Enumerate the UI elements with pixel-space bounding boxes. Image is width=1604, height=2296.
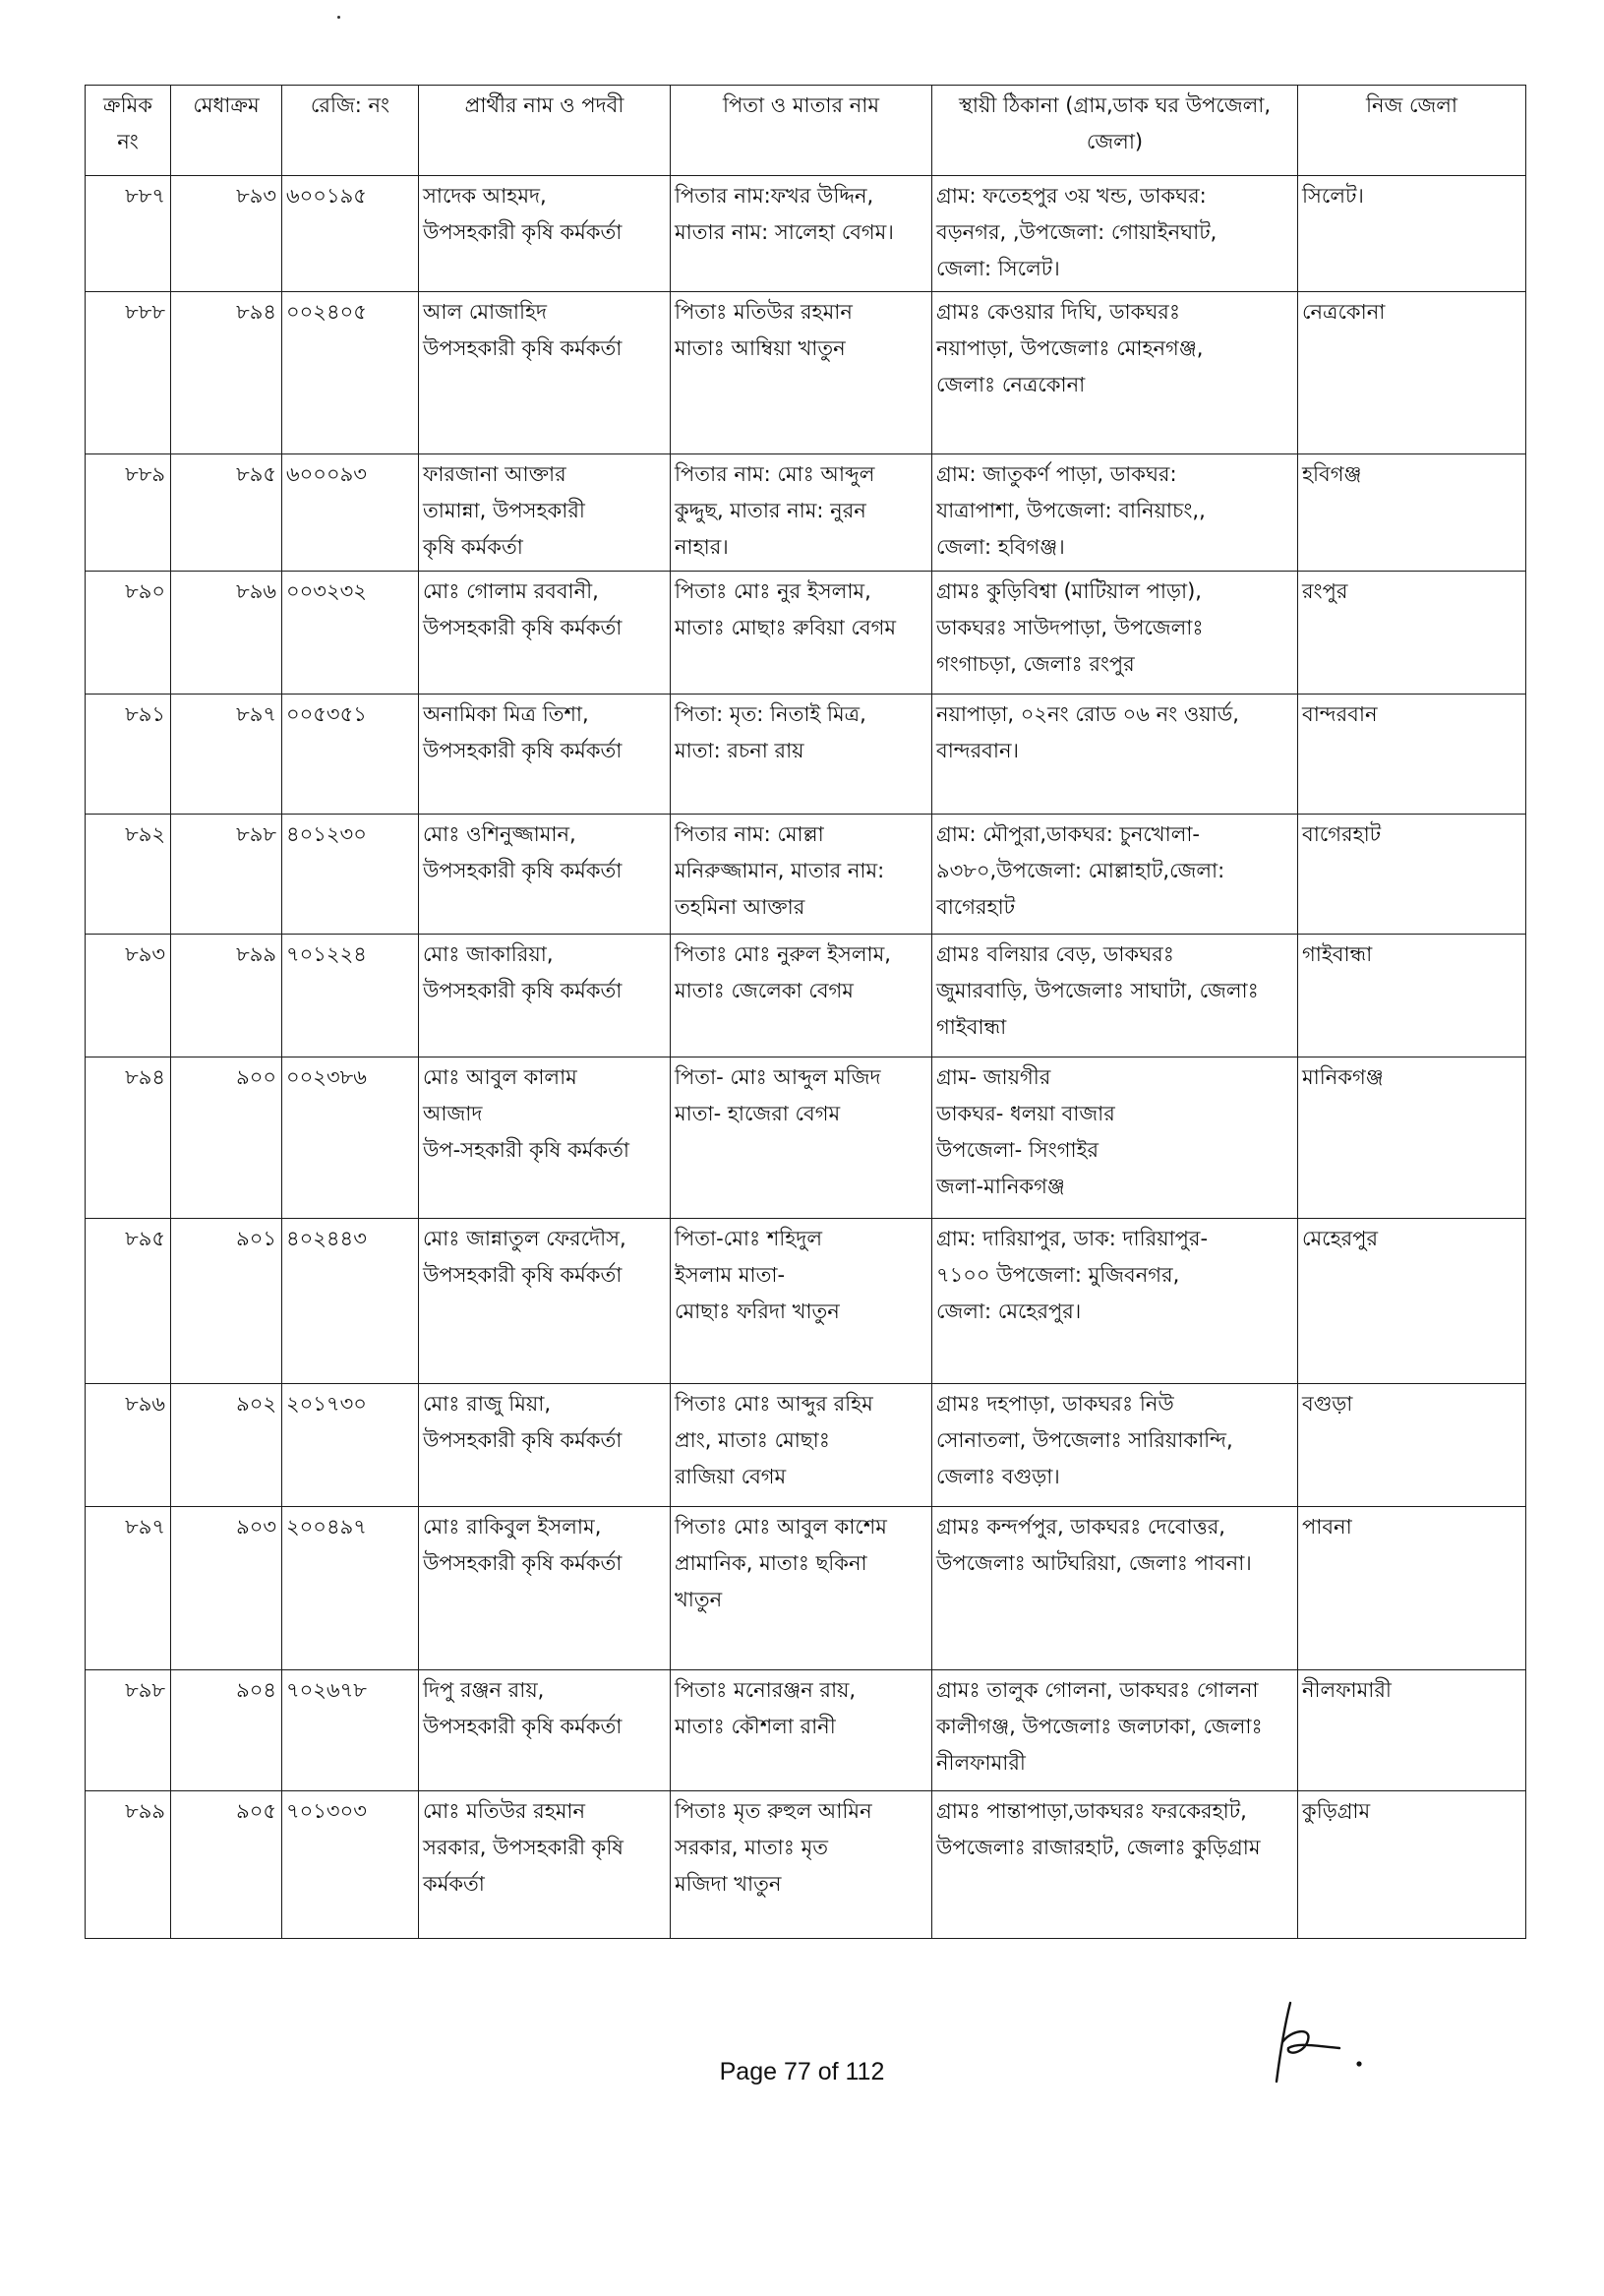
address-cell: গ্রামঃ কন্দর্পপুর, ডাকঘরঃ দেবোত্তর, উপজেলাঃ আটঘরিয়া, জেলাঃ পাবনা। xyxy=(932,1507,1298,1670)
parents-cell: পিতাঃ মোঃ আব্দুর রহিম প্রাং, মাতাঃ মোছাঃ রাজিয়া বেগম xyxy=(671,1384,932,1507)
table-row xyxy=(86,292,1526,454)
reg-cell: ৭০১৩০৩ xyxy=(282,1791,419,1939)
parents-cell: পিতাঃ মোঃ নুর ইসলাম, মাতাঃ মোছাঃ রুবিয়া বেগম xyxy=(671,572,932,695)
reg-cell: ০০২৩৮৬ xyxy=(282,1057,419,1219)
name-cell: মোঃ মতিউর রহমান সরকার, উপসহকারী কৃষি কর্মকর্তা xyxy=(419,1791,671,1939)
table-row xyxy=(86,1791,1526,1939)
table-row xyxy=(86,695,1526,815)
merit-cell: ৯০২ xyxy=(171,1384,282,1507)
parents-cell: পিতাঃ মৃত রুহুল আমিন সরকার, মাতাঃ মৃত মজিদা খাতুন xyxy=(671,1791,932,1939)
reg-cell: ৭০১২২৪ xyxy=(282,935,419,1057)
table-row xyxy=(86,935,1526,1057)
table-row xyxy=(86,176,1526,292)
serial-cell: ৮৮৭ xyxy=(86,176,171,292)
address-cell: গ্রাম: জাতুকর্ণ পাড়া, ডাকঘর: যাত্রাপাশা, উপজেলা: বানিয়াচং,, জেলা: হবিগঞ্জ। xyxy=(932,454,1298,572)
name-cell: সাদেক আহমদ, উপসহকারী কৃষি কর্মকর্তা xyxy=(419,176,671,292)
district-cell: মানিকগঞ্জ xyxy=(1298,1057,1526,1219)
name-cell: মোঃ জান্নাতুল ফেরদৌস, উপসহকারী কৃষি কর্মকর্তা xyxy=(419,1219,671,1384)
district-cell: বান্দরবান xyxy=(1298,695,1526,815)
address-cell: গ্রাম: মৌপুরা,ডাকঘর: চুনখোলা- ৯৩৮০,উপজেলা: মোল্লাহাট,জেলা: বাগেরহাট xyxy=(932,815,1298,935)
serial-cell: ৮৯৬ xyxy=(86,1384,171,1507)
table-row xyxy=(86,572,1526,695)
serial-cell: ৮৯৯ xyxy=(86,1791,171,1939)
table-header-row xyxy=(86,86,1526,176)
table-row xyxy=(86,454,1526,572)
parents-cell: পিতাঃ মনোরঞ্জন রায়, মাতাঃ কৌশলা রানী xyxy=(671,1670,932,1791)
parents-cell: পিতার নাম: মোল্লা মনিরুজ্জামান, মাতার নাম: তহমিনা আক্তার xyxy=(671,815,932,935)
district-cell: পাবনা xyxy=(1298,1507,1526,1670)
serial-cell: ৮৯৮ xyxy=(86,1670,171,1791)
scan-speck xyxy=(337,16,340,19)
reg-cell: ৪০২৪৪৩ xyxy=(282,1219,419,1384)
district-cell: মেহেরপুর xyxy=(1298,1219,1526,1384)
table-row xyxy=(86,1507,1526,1670)
serial-cell: ৮৯৩ xyxy=(86,935,171,1057)
name-cell: মোঃ ওশিনুজ্জামান, উপসহকারী কৃষি কর্মকর্তা xyxy=(419,815,671,935)
parents-cell: পিতাঃ মোঃ নুরুল ইসলাম, মাতাঃ জেলেকা বেগম xyxy=(671,935,932,1057)
merit-cell: ৮৯৮ xyxy=(171,815,282,935)
address-cell: গ্রাম: ফতেহপুর ৩য় খন্ড, ডাকঘর: বড়নগর, ,উপজেলা: গোয়াইনঘাট, জেলা: সিলেট। xyxy=(932,176,1298,292)
name-cell: অনামিকা মিত্র তিশা, উপসহকারী কৃষি কর্মকর্তা xyxy=(419,695,671,815)
address-cell: গ্রাম: দারিয়াপুর, ডাক: দারিয়াপুর- ৭১০০ উপজেলা: মুজিবনগর, জেলা: মেহেরপুর। xyxy=(932,1219,1298,1384)
name-cell: দিপু রঞ্জন রায়, উপসহকারী কৃষি কর্মকর্তা xyxy=(419,1670,671,1791)
reg-cell: ০০৩২৩২ xyxy=(282,572,419,695)
serial-cell: ৮৮৯ xyxy=(86,454,171,572)
serial-cell: ৮৯১ xyxy=(86,695,171,815)
handwritten-initials-signature-icon xyxy=(1269,1997,1377,2085)
serial-cell: ৮৯৫ xyxy=(86,1219,171,1384)
header-reg-no: রেজি: নং xyxy=(282,86,419,176)
merit-cell: ৮৯৫ xyxy=(171,454,282,572)
merit-cell: ৮৯৯ xyxy=(171,935,282,1057)
merit-cell: ৮৯৪ xyxy=(171,292,282,454)
merit-cell: ৯০৩ xyxy=(171,1507,282,1670)
reg-cell: ৭০২৬৭৮ xyxy=(282,1670,419,1791)
merit-cell: ৮৯৩ xyxy=(171,176,282,292)
candidate-table xyxy=(85,85,1526,1939)
reg-cell: ৬০০০৯৩ xyxy=(282,454,419,572)
merit-cell: ৯০৫ xyxy=(171,1791,282,1939)
address-cell: গ্রাম- জায়গীর ডাকঘর- ধলয়া বাজার উপজেলা- সিংগাইর জলা-মানিকগঞ্জ xyxy=(932,1057,1298,1219)
reg-cell: ২০১৭৩০ xyxy=(282,1384,419,1507)
parents-cell: পিতাঃ মোঃ আবুল কাশেম প্রামানিক, মাতাঃ ছকিনা খাতুন xyxy=(671,1507,932,1670)
name-cell: মোঃ গোলাম রববানী, উপসহকারী কৃষি কর্মকর্তা xyxy=(419,572,671,695)
address-cell: গ্রামঃ পান্তাপাড়া,ডাকঘরঃ ফরকেরহাট, উপজেলাঃ রাজারহাট, জেলাঃ কুড়িগ্রাম xyxy=(932,1791,1298,1939)
serial-cell: ৮৯৭ xyxy=(86,1507,171,1670)
name-cell: মোঃ আবুল কালাম আজাদ উপ-সহকারী কৃষি কর্মকর্তা xyxy=(419,1057,671,1219)
parents-cell: পিতার নাম: মোঃ আব্দুল কুদ্দুছ, মাতার নাম: নুরন নাহার। xyxy=(671,454,932,572)
name-cell: মোঃ জাকারিয়া, উপসহকারী কৃষি কর্মকর্তা xyxy=(419,935,671,1057)
serial-cell: ৮৯০ xyxy=(86,572,171,695)
address-cell: গ্রামঃ কুড়িবিশ্বা (মাটিয়াল পাড়া), ডাকঘরঃ সাউদপাড়া, উপজেলাঃ গংগাচড়া, জেলাঃ রংপুর xyxy=(932,572,1298,695)
address-cell: গ্রামঃ কেওয়ার দিঘি, ডাকঘরঃ নয়াপাড়া, উপজেলাঃ মোহনগঞ্জ, জেলাঃ নেত্রকোনা xyxy=(932,292,1298,454)
serial-cell: ৮৯৪ xyxy=(86,1057,171,1219)
header-candidate-name: প্রার্থীর নাম ও পদবী xyxy=(419,86,671,176)
merit-cell: ৯০০ xyxy=(171,1057,282,1219)
merit-cell: ৯০৪ xyxy=(171,1670,282,1791)
name-cell: মোঃ রাজু মিয়া, উপসহকারী কৃষি কর্মকর্তা xyxy=(419,1384,671,1507)
page-number: Page 77 of 112 xyxy=(719,2058,885,2085)
reg-cell: ০০৫৩৫১ xyxy=(282,695,419,815)
name-cell: মোঃ রাকিবুল ইসলাম, উপসহকারী কৃষি কর্মকর্তা xyxy=(419,1507,671,1670)
district-cell: বাগেরহাট xyxy=(1298,815,1526,935)
district-cell: রংপুর xyxy=(1298,572,1526,695)
table-row xyxy=(86,1670,1526,1791)
district-cell: নেত্রকোনা xyxy=(1298,292,1526,454)
reg-cell: ২০০৪৯৭ xyxy=(282,1507,419,1670)
header-serial: ক্রমিক নং xyxy=(86,86,171,176)
serial-cell: ৮৯২ xyxy=(86,815,171,935)
parents-cell: পিতার নাম:ফখর উদ্দিন, মাতার নাম: সালেহা বেগম। xyxy=(671,176,932,292)
serial-cell: ৮৮৮ xyxy=(86,292,171,454)
merit-cell: ৯০১ xyxy=(171,1219,282,1384)
parents-cell: পিতা: মৃত: নিতাই মিত্র, মাতা: রচনা রায় xyxy=(671,695,932,815)
merit-cell: ৮৯৬ xyxy=(171,572,282,695)
address-cell: গ্রামঃ বলিয়ার বেড়, ডাকঘরঃ জুমারবাড়ি, উপজেলাঃ সাঘাটা, জেলাঃ গাইবান্ধা xyxy=(932,935,1298,1057)
district-cell: হবিগঞ্জ xyxy=(1298,454,1526,572)
parents-cell: পিতা-মোঃ শহিদুল ইসলাম মাতা- মোছাঃ ফরিদা খাতুন xyxy=(671,1219,932,1384)
address-cell: গ্রামঃ দহপাড়া, ডাকঘরঃ নিউ সোনাতলা, উপজেলাঃ সারিয়াকান্দি, জেলাঃ বগুড়া। xyxy=(932,1384,1298,1507)
district-cell: নীলফামারী xyxy=(1298,1670,1526,1791)
reg-cell: ০০২৪০৫ xyxy=(282,292,419,454)
address-cell: নয়াপাড়া, ০২নং রোড ০৬ নং ওয়ার্ড, বান্দরবান। xyxy=(932,695,1298,815)
district-cell: সিলেট। xyxy=(1298,176,1526,292)
table-row xyxy=(86,1219,1526,1384)
table-row xyxy=(86,1384,1526,1507)
address-cell: গ্রামঃ তালুক গোলনা, ডাকঘরঃ গোলনা কালীগঞ্জ, উপজেলাঃ জলঢাকা, জেলাঃ নীলফামারী xyxy=(932,1670,1298,1791)
header-permanent-address: স্থায়ী ঠিকানা (গ্রাম,ডাক ঘর উপজেলা, জেলা) xyxy=(932,86,1298,176)
reg-cell: ৪০১২৩০ xyxy=(282,815,419,935)
parents-cell: পিতাঃ মতিউর রহমান মাতাঃ আম্বিয়া খাতুন xyxy=(671,292,932,454)
header-merit: মেধাক্রম xyxy=(171,86,282,176)
header-home-district: নিজ জেলা xyxy=(1298,86,1526,176)
table-row xyxy=(86,1057,1526,1219)
reg-cell: ৬০০১৯৫ xyxy=(282,176,419,292)
district-cell: গাইবান্ধা xyxy=(1298,935,1526,1057)
district-cell: বগুড়া xyxy=(1298,1384,1526,1507)
table-row xyxy=(86,815,1526,935)
header-parents-name: পিতা ও মাতার নাম xyxy=(671,86,932,176)
district-cell: কুড়িগ্রাম xyxy=(1298,1791,1526,1939)
name-cell: ফারজানা আক্তার তামান্না, উপসহকারী কৃষি কর্মকর্তা xyxy=(419,454,671,572)
name-cell: আল মোজাহিদ উপসহকারী কৃষি কর্মকর্তা xyxy=(419,292,671,454)
parents-cell: পিতা- মোঃ আব্দুল মজিদ মাতা- হাজেরা বেগম xyxy=(671,1057,932,1219)
merit-cell: ৮৯৭ xyxy=(171,695,282,815)
